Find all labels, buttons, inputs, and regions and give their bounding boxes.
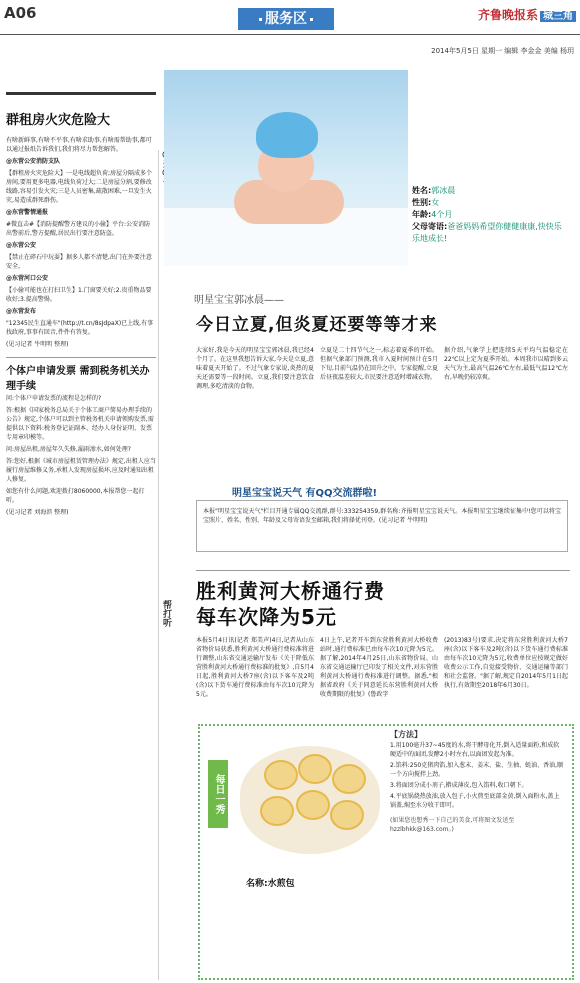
news-column-3: (2013)83号)要求,决定将东营胜利黄河大桥7座(含)以下客车及2吨(含)以下货车通行费标准由每车次10元降为5元,收费单位应按规定做好收费公示工作,自觉接受物价、交通运输等部门和社会监督。"据了解,规定自2014年5月1日起执行,有效期至2018年6月30日。 bbox=[444, 637, 568, 689]
article-column-1: 大家好,我是今天的明星宝宝郭冰晨,我已经4个月了。在这里我想告诉大家,今天是立夏,意味着夏天开始了。不过气象专家说,炎热的夏天还需要等一段时间。立夏,我们要注意饮食调理,多吃清淡的食物。 bbox=[196, 347, 314, 390]
weibo-post: #微直击#【消防提醒警方建议的小偷】平台:公安消防出警前后,警方提醒,居民出行要注意防盗。 bbox=[6, 221, 151, 237]
method-step: 1.用100毫升37~45度的水,将干酵母化开,倒入适量面粉,和成软硬适中的面团,发酵2小时左右,以面团发起为准。 bbox=[390, 742, 560, 758]
banner-dot-icon bbox=[310, 18, 313, 21]
dish-value: 水煎包 bbox=[267, 879, 295, 889]
bun-icon bbox=[332, 764, 366, 794]
baby-info bbox=[412, 185, 562, 245]
parent-wish: 爸爸妈妈希望你健健康康,快快乐乐地成长! bbox=[412, 222, 562, 243]
news-rule bbox=[196, 570, 570, 571]
column-divider bbox=[158, 150, 159, 980]
banner-dot-icon bbox=[259, 18, 262, 21]
section-title: 服务区 bbox=[265, 11, 307, 27]
weibo-post: "12345民生直通车"(http://t.cn/8sJdpaX)已上线,有事找政府,事事有回音,件件有答复。 bbox=[6, 320, 154, 336]
section-divider bbox=[6, 357, 156, 358]
bun-icon bbox=[264, 760, 298, 790]
wish-label: 父母寄语: bbox=[412, 222, 448, 231]
baby-age: 4个月 bbox=[431, 210, 453, 219]
left-column-rule bbox=[6, 92, 156, 101]
reporter-credit: (见习记者 牛明明 整理) bbox=[6, 341, 69, 348]
submission-note: (如果您也想秀一下自己的美食,可将图文发送至hzzlbhkk@163.com。) bbox=[390, 817, 515, 833]
left-column-title: 群租房火灾危险大 bbox=[6, 113, 111, 128]
qq-group-text: 本报"明星宝宝说天气"栏目开通专属QQ交流群,群号:333254359,群名称:齐报明星宝宝说天气。本报明星宝宝继续征集中!您可以将宝宝照片、姓名、性别、年龄及父母寄语发至邮箱,我们将择优刊登。(见习记者 牛明明) bbox=[203, 508, 561, 524]
weibo-source: @东营发布 bbox=[6, 308, 37, 315]
weibo-source: @东营河口公安 bbox=[6, 275, 49, 282]
weibo-source: @东营警情通报 bbox=[6, 209, 49, 216]
article-column-3: 据介绍,气象学上把连续5天平均气温稳定在22℃以上定为夏季开始。本周我市以晴到多云天气为主,最高气温26℃左右,最低气温12℃左右,早晚仍较凉爽。 bbox=[444, 347, 568, 381]
bun-icon bbox=[260, 796, 294, 826]
weibo-post: 【小偷可能也在打扫卫生】1.门窗要关好;2.贵重物品要收好;3.提高警惕。 bbox=[6, 287, 152, 303]
side-label-help-ask: 帮打听 bbox=[161, 600, 171, 627]
baby-gender: 女 bbox=[431, 198, 440, 207]
dish-photo bbox=[240, 746, 380, 854]
header-rule bbox=[0, 34, 580, 35]
qa-item: 问:房屋出租,房屋年久失修,漏雨渗水,如何处理? bbox=[6, 446, 131, 453]
news-headline-line1: 胜利黄河大桥通行费 bbox=[196, 579, 385, 603]
news-column-1: 本报5月4日讯(记者 郑美声)4日,记者从山东省物价局获悉,胜利黄河大桥通行费标准将进行调整,山东省交通运输厅发布《关于降低东营胜利黄河大桥通行费标准的批复》,自5月4日起,胜利黄河大桥7座(含)以下客车及2吨(含)以下货车通行费标准由每车次10元降为5元。 bbox=[196, 637, 314, 698]
brand-tag: 城三角 bbox=[540, 11, 576, 22]
reporter-credit: (见习记者 刘海滨 整理) bbox=[6, 509, 69, 516]
masthead-brand bbox=[478, 6, 576, 23]
left-intro: 有啥新鲜事,有啥不平事,有啥求助事,有啥需帮助事,都可以通过报纸告诉我们,我们将尽力帮您解答。 bbox=[6, 137, 152, 153]
bun-icon bbox=[296, 790, 330, 820]
article-column-2: 立夏是二十四节气之一,标志着夏季的开始。但据气象部门预测,我市入夏时间预计在5月下旬,目前气温仍在回升之中。专家提醒,立夏后昼夜温差较大,市民要注意适时增减衣物。 bbox=[320, 347, 438, 381]
gender-label: 性别: bbox=[412, 198, 432, 207]
photo-baby-hat bbox=[256, 112, 318, 158]
recipe-box bbox=[198, 724, 574, 980]
news-headline-line2: 每车次降为5元 bbox=[196, 605, 337, 629]
weibo-source: @东营公安 bbox=[6, 242, 37, 249]
dish-name bbox=[246, 876, 295, 889]
article-title: 今日立夏,但炎夏还要等等才来 bbox=[196, 315, 438, 335]
name-label: 姓名: bbox=[412, 186, 432, 195]
qa-item: 答:您好,根据《城市房屋租赁管理办法》规定,出租人应当履行房屋维修义务,承租人发现房屋损坏,应及时通知出租人修复。 bbox=[6, 458, 156, 483]
page-number: A06 bbox=[4, 4, 37, 22]
method-step: 3.将面团分成小剂子,擀成薄皮,包入馅料,收口朝下。 bbox=[390, 782, 528, 789]
age-label: 年龄: bbox=[412, 210, 432, 219]
qq-group-box bbox=[196, 500, 568, 552]
qa-item: 问:个体户申请发票的流程是怎样的? bbox=[6, 395, 102, 402]
baby-name: 郭冰晨 bbox=[431, 186, 456, 195]
weibo-post: 【群租房火灾危险大】一是电线超负荷;房屋分隔成多个房间,要用更多电器,电线负荷过大;二是房屋分割,要修改线路,容易引发火灾;三是人员密集,疏散困难,一旦发生火灾,易造成群死群伤。 bbox=[6, 170, 153, 204]
method-step: 4.平底锅烧热放油,放入包子,小火煎至底部金黄,倒入面粉水,盖上锅盖,焖至水分收干即可。 bbox=[390, 793, 560, 809]
qa-item: 如您有什么问题,欢迎拨打8060000,本报帮您一起打听。 bbox=[6, 488, 145, 504]
method-step: 2.馅料:250克猪肉馅,加入葱末、姜末、盐、生抽、蚝油、香油,顺一个方向搅拌上劲。 bbox=[390, 762, 564, 778]
bun-icon bbox=[330, 800, 364, 830]
dish-label: 名称: bbox=[246, 879, 268, 889]
method-title: 【方法】 bbox=[390, 730, 422, 739]
date-editor-line: 2014年5月5日 星期一 编辑 李金金 美编 杨玥 bbox=[431, 47, 574, 55]
news-headline bbox=[196, 578, 385, 630]
qq-group-title: 明星宝宝说天气 有QQ交流群啦! bbox=[232, 488, 378, 499]
news-column-2: 4日上午,记者开车到东营胜利黄河大桥收费站时,通行费标准已由每车次10元降为5元。据了解,2014年4月25日,山东省物价局、山东省交通运输厅已印发了相关文件,对东营胜利黄河大桥通行费标准进行调整。据悉,"根据省政府《关于同意延长东营胜利黄河大桥收费期限的批复》(鲁政字 bbox=[320, 637, 438, 698]
weibo-post: 【禁止在碎石中玩耍】据多人都不清楚,出门在外要注意安全。 bbox=[6, 254, 152, 270]
bun-icon bbox=[298, 754, 332, 784]
daily-show-tag: 每日一秀 bbox=[208, 760, 228, 828]
section2-title: 个体户申请发票 需到税务机关办理手续 bbox=[6, 366, 150, 392]
section-banner bbox=[238, 8, 334, 30]
left-column bbox=[6, 70, 156, 520]
weibo-source: @东营公安消防支队 bbox=[6, 158, 61, 165]
baby-photo bbox=[164, 70, 408, 266]
qa-item: 答:根据《国家税务总局关于个体工商户简易办理手续的公告》规定,个体户可以到主管税务机关申请领购发票,需提供以下资料:税务登记证副本、经办人身份证明、发票专用章印模等。 bbox=[6, 407, 154, 441]
recipe-method bbox=[390, 730, 564, 834]
brand-suffix: 系 bbox=[525, 8, 538, 22]
brand-name: 齐鲁晚报 bbox=[477, 8, 526, 22]
article-subtitle: 明星宝宝郭冰晨—— bbox=[194, 295, 284, 306]
